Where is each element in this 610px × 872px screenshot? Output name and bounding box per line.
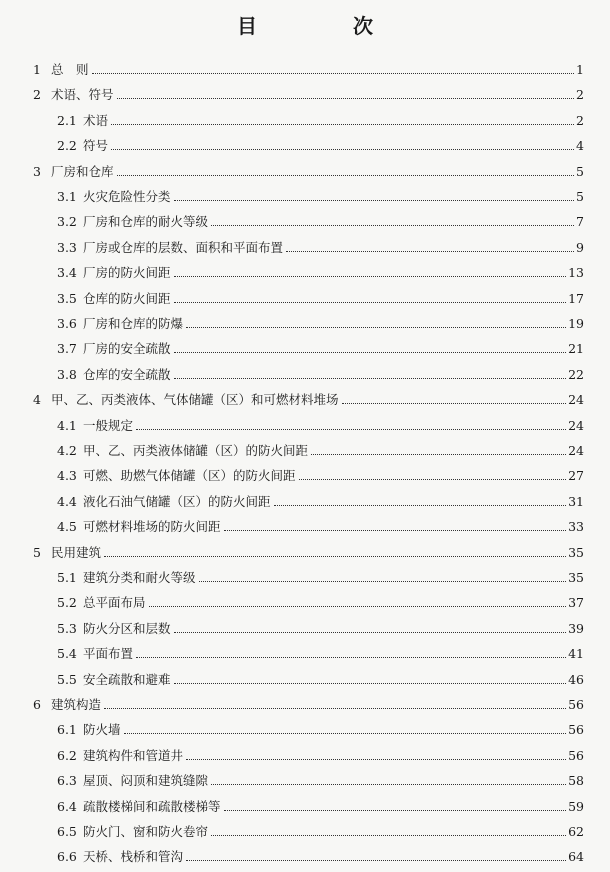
toc-entry-page: 39 [568,620,584,636]
toc-entry-number: 2.2 [57,138,77,154]
toc-section-entry [57,363,584,383]
toc-entry-label: 厂房或仓库的层数、面积和平面布置 [83,239,284,255]
dot-leader [149,606,567,607]
toc-entry-number: 4.1 [57,417,77,433]
toc-entry-page: 5 [576,189,584,204]
toc-section-entry [57,337,584,357]
toc-entry-number: 6.3 [57,773,77,789]
toc-entry-label: 疏散楼梯间和疏散楼梯等 [83,798,221,814]
toc-entry-number: 3.8 [57,366,77,382]
toc-section-entry [57,261,584,281]
dot-leader [286,251,574,252]
toc-entry-label: 甲、乙、丙类液体储罐（区）的防火间距 [83,443,309,458]
dot-leader [174,302,567,303]
toc-entry-page: 24 [568,417,584,433]
dot-leader [117,175,575,176]
toc-entry-page: 33 [568,519,584,535]
toc-entry-label: 防火墙 [83,722,121,738]
toc-entry-label: 符号 [83,138,109,154]
toc-entry-page: 59 [568,798,584,814]
toc-entry-page: 27 [568,468,584,484]
dot-leader [92,73,575,74]
toc-entry-number: 5.4 [57,646,77,662]
toc-entry-label: 仓库的安全疏散 [83,366,171,382]
toc-entry-number: 5.1 [57,570,77,585]
toc-entry-page: 1 [576,62,584,77]
toc-entry-label: 建筑构件和管道井 [83,747,184,763]
toc-section-entry [57,185,584,205]
toc-entry-page: 22 [568,366,584,382]
toc-chapter-entry [33,541,584,561]
toc-entry-label: 建筑构造 [51,697,102,712]
toc-chapter-entry [33,83,584,103]
toc-entry-number: 1 [33,62,41,77]
toc-section-entry [57,515,584,535]
toc-entry-number: 4.4 [57,493,77,509]
toc-entry-number: 3.1 [57,189,77,204]
toc-entry-number: 3.5 [57,290,77,306]
toc-entry-label: 总平面布局 [83,595,146,611]
toc-section-entry [57,591,584,611]
toc-entry-label: 厂房的安全疏散 [83,341,171,357]
toc-section-entry [57,134,584,154]
toc-entry-page: 35 [568,544,584,560]
dot-leader [274,505,567,506]
dot-leader [186,860,566,861]
toc-section-entry [57,464,584,484]
toc-entry-page: 56 [568,722,584,738]
toc-entry-label: 民用建筑 [51,544,102,560]
toc-entry-number: 6.5 [57,824,77,839]
dot-leader [104,708,566,709]
toc-entry-number: 5.2 [57,595,77,611]
toc-entry-number: 3.4 [57,265,77,281]
toc-entry-label: 一般规定 [83,417,134,433]
dot-leader [311,454,566,455]
toc-entry-label: 总 则 [51,62,89,77]
toc-entry-label: 液化石油气储罐（区）的防火间距 [83,493,271,509]
page-title: 目 次 [237,14,411,38]
toc-entry-label: 屋顶、闷顶和建筑缝隙 [83,773,209,789]
toc-entry-number: 4 [33,392,41,408]
toc-entry-label: 可燃材料堆场的防火间距 [83,519,221,535]
toc-entry-page: 31 [568,493,584,509]
toc-entry-label: 厂房和仓库的防爆 [83,316,184,331]
toc-section-entry [57,312,584,332]
dot-leader [174,200,575,201]
toc-section-entry [57,490,584,510]
toc-entry-number: 3.2 [57,214,77,230]
dot-leader [211,835,566,836]
dot-leader [211,225,574,226]
toc-entry-page: 56 [568,697,584,712]
dot-leader [174,683,567,684]
toc-entry-number: 4.3 [57,468,77,484]
toc-entry-label: 术语 [83,112,109,128]
toc-section-entry [57,617,584,637]
toc-section-entry [57,744,584,764]
toc-entry-label: 防火门、窗和防火卷帘 [83,824,209,839]
toc-entry-number: 6.2 [57,747,77,763]
toc-entry-label: 防火分区和层数 [83,620,171,636]
toc-entry-number: 3.6 [57,316,77,331]
toc-section-entry [57,718,584,738]
dot-leader [111,124,574,125]
toc-entry-number: 6.4 [57,798,77,814]
toc-entry-number: 3.3 [57,239,77,255]
toc-section-entry [57,414,584,434]
dot-leader [136,657,566,658]
toc-entry-page: 7 [576,214,584,230]
toc-entry-label: 火灾危险性分类 [83,189,171,204]
toc-entry-number: 3 [33,163,41,179]
dot-leader [174,632,567,633]
toc-entry-page: 62 [568,824,584,839]
toc-entry-label: 建筑分类和耐火等级 [83,570,196,585]
toc-entry-page: 46 [568,671,584,687]
toc-entry-number: 6.1 [57,722,77,738]
toc-entry-page: 21 [568,341,584,357]
dot-leader [111,149,574,150]
toc-section-entry [57,236,584,256]
dot-leader [174,352,567,353]
toc-chapter-entry [33,693,584,713]
toc-entry-number: 6 [33,697,41,712]
dot-leader [124,733,567,734]
toc-entry-page: 2 [576,112,584,128]
toc-chapter-entry [33,160,584,180]
dot-leader [299,479,567,480]
toc-entry-label: 安全疏散和避难 [83,671,171,687]
toc-entry-page: 64 [568,849,584,865]
toc-section-entry [57,769,584,789]
toc-entry-label: 平面布置 [83,646,134,662]
toc-entry-number: 5 [33,544,41,560]
toc-entry-page: 41 [568,646,584,662]
dot-leader [104,556,566,557]
toc-section-entry [57,668,584,688]
dot-leader [174,276,567,277]
toc-entry-label: 厂房的防火间距 [83,265,171,281]
toc-entry-page: 24 [568,392,584,408]
toc-section-entry [57,642,584,662]
dot-leader [186,759,566,760]
toc-section-entry [57,439,584,459]
dot-leader [224,810,567,811]
dot-leader [211,784,566,785]
toc-entry-label: 仓库的防火间距 [83,290,171,306]
toc-entry-label: 天桥、栈桥和管沟 [83,849,184,865]
toc-section-entry [57,566,584,586]
toc-entry-page: 35 [568,570,584,585]
toc-entry-page: 5 [576,163,584,179]
toc-entry-page: 2 [576,87,584,103]
toc-entry-number: 4.2 [57,443,77,458]
dot-leader [186,327,566,328]
toc-section-entry [57,795,584,815]
toc-entry-number: 3.7 [57,341,77,357]
dot-leader [174,378,567,379]
dot-leader [342,403,567,404]
toc-entry-number: 5.3 [57,620,77,636]
toc-section-entry [57,287,584,307]
toc-entry-page: 37 [568,595,584,611]
toc-section-entry [57,109,584,129]
toc-entry-page: 24 [568,443,584,458]
toc-entry-label: 可燃、助燃气体储罐（区）的防火间距 [83,468,296,484]
toc-entry-page: 19 [568,316,584,331]
toc-chapter-entry [33,388,584,408]
toc-chapter-entry [33,58,584,78]
toc-entry-label: 甲、乙、丙类液体、气体储罐（区）和可燃材料堆场 [51,392,339,408]
toc-entry-number: 5.5 [57,671,77,687]
toc-entry-label: 厂房和仓库 [51,163,114,179]
toc-entry-number: 2 [33,87,41,103]
toc-entry-number: 2.1 [57,112,77,128]
toc-section-entry [57,210,584,230]
dot-leader [117,98,575,99]
dot-leader [199,581,567,582]
toc-entry-page: 58 [568,773,584,789]
dot-leader [224,530,567,531]
toc-entry-label: 术语、符号 [51,87,114,103]
toc-entry-page: 17 [568,290,584,306]
dot-leader [136,429,566,430]
toc-entry-number: 4.5 [57,519,77,535]
toc-section-entry [57,845,584,865]
toc-entry-page: 4 [576,138,584,154]
toc-entry-page: 9 [576,239,584,255]
toc-entry-number: 6.6 [57,849,77,865]
toc-section-entry [57,820,584,840]
toc-entry-page: 13 [568,265,584,281]
toc-entry-label: 厂房和仓库的耐火等级 [83,214,209,230]
toc-entry-page: 56 [568,747,584,763]
